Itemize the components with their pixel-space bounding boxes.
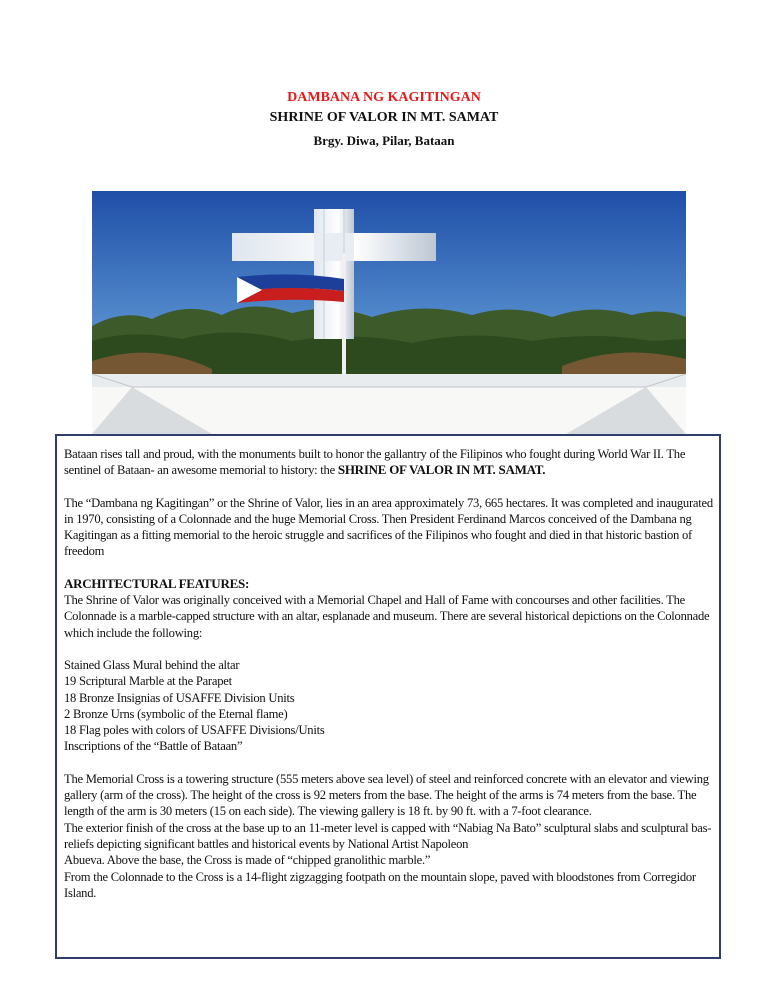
list-item: Stained Glass Mural behind the altar (64, 657, 240, 672)
list-item: Inscriptions of the “Battle of Bataan” (64, 739, 243, 754)
document-body (64, 446, 720, 901)
features-paragraph: The Shrine of Valor was originally conceived with a Memorial Chapel and Hall of Fame with concourses and other facilities. The Colonnade is a marble-capped structure with an altar, esplanade and museum. There are several historical depictions on the Colonnade which include the following: (64, 593, 710, 640)
cross-paragraph-4: From the Colonnade to the Cross is a 14-flight zigzagging footpath on the mountain slope, paved with bloodstones from Corregidor Island. (64, 869, 696, 900)
intro-text: Bataan rises tall and proud, with the monuments built to honor the gallantry of the Filipinos who fought during World War II. The sentinel of Bataan- an awesome memorial to history: the (64, 447, 686, 478)
list-item: 18 Bronze Insignias of USAFFE Division Units (64, 690, 295, 705)
list-item: 18 Flag poles with colors of USAFFE Divisions/Units (64, 723, 325, 738)
list-item: 2 Bronze Urns (symbolic of the Eternal flame) (64, 706, 288, 721)
features-heading: ARCHITECTURAL FEATURES: (64, 575, 250, 591)
list-item: 19 Scriptural Marble at the Parapet (64, 674, 232, 689)
history-paragraph: The “Dambana ng Kagitingan” or the Shrine of Valor, lies in an area approximately 73, 665 hectares. It was completed and inaugurated in 1970, consisting of a Colonnade and the huge Memorial Cross. Then President Ferdinand Marcos conceived of the Dambana ng Kagitingan as a fitting memorial to the heroic struggle and sacrifices of the Filipinos who fought and died in that historic bastion of freedom (64, 495, 713, 559)
cross-paragraph-3: Abueva. Above the base, the Cross is made of “chipped granolithic marble.” (64, 853, 431, 868)
cross-paragraph-1: The Memorial Cross is a towering structure (555 meters above sea level) of steel and reinforced concrete with an elevator and viewing gallery (arm of the cross). The height of the cross is 92 meters from the base. The height of the arms is 74 meters from the base. The length of the arm is 30 meters (15 on each side). The viewing gallery is 18 ft. by 90 ft. with a 7-foot clearance. (64, 771, 709, 819)
intro-paragraph (64, 446, 720, 479)
document-location: Brgy. Diwa, Pilar, Bataan (313, 133, 455, 148)
document-subtitle: SHRINE OF VALOR IN MT. SAMAT (269, 110, 499, 125)
cross-paragraph-2: The exterior finish of the cross at the base up to an 11-meter level is capped with “Nabiag Na Bato” sculptural slabs and sculptural bas-reliefs depicting significant battles and historical events by National Artist Napoleon (64, 820, 712, 851)
document-title: DAMBANA NG KAGITINGAN (287, 90, 481, 105)
shrine-cross-illustration (92, 191, 686, 434)
shrine-photo (92, 191, 686, 434)
intro-emphasis: SHRINE OF VALOR IN MT. SAMAT. (337, 462, 546, 478)
